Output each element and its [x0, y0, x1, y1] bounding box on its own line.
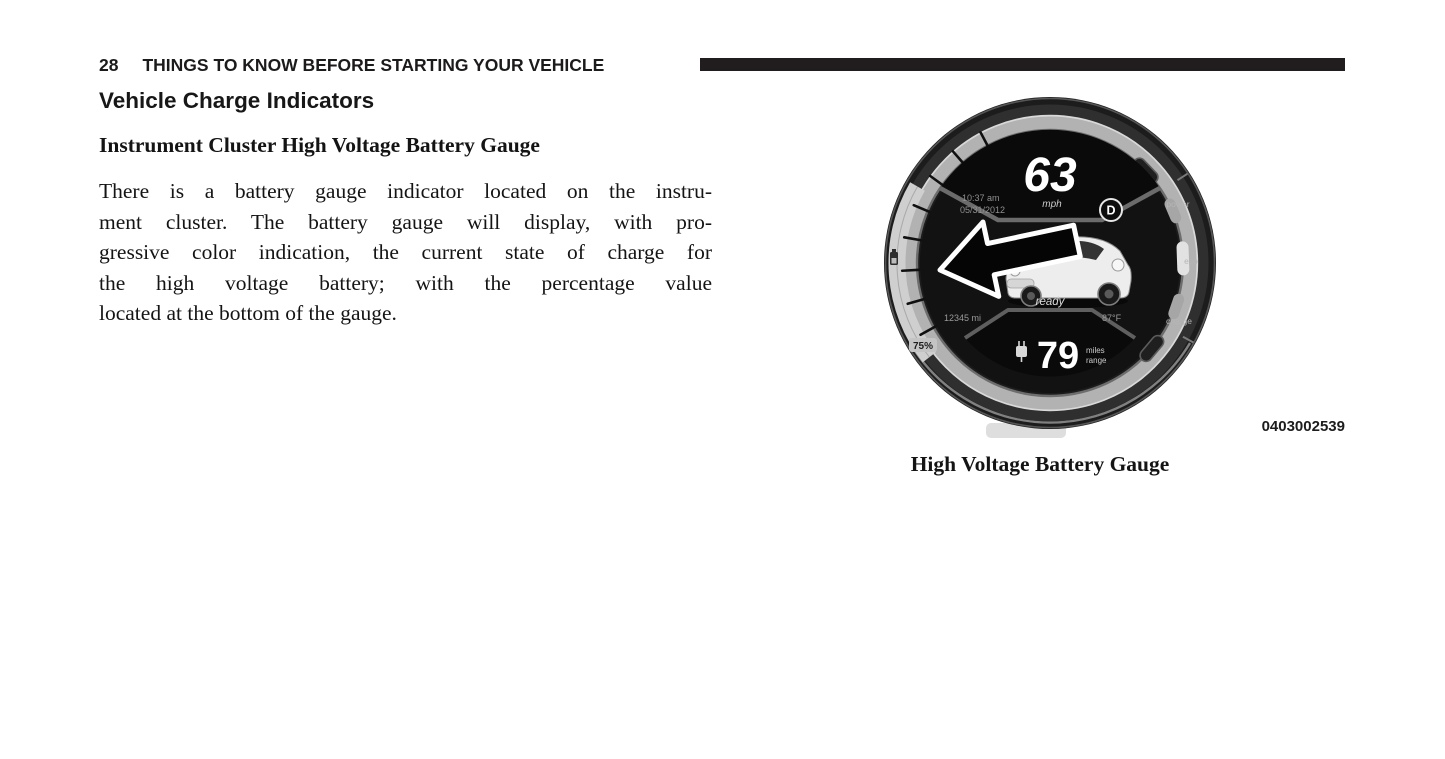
figure-caption: High Voltage Battery Gauge — [910, 452, 1170, 476]
battery-percent-label — [909, 338, 937, 352]
body-line: gressive color indication, the current state of charge for — [99, 240, 712, 265]
eco-label: eco — [1184, 256, 1198, 266]
body-line: There is a battery gauge indicator located on the instru- — [99, 179, 712, 203]
speed-unit: mph — [1042, 199, 1062, 210]
battery-gauge-illustration — [880, 93, 1220, 443]
body-line: ment cluster. The battery gauge will display, with pro- — [99, 209, 712, 234]
range-unit-line1: miles — [1086, 346, 1105, 355]
range-unit-line2: range — [1086, 356, 1107, 365]
odometer-value: 12345 mi — [944, 313, 982, 323]
range-value: 79 — [1036, 335, 1080, 377]
section-heading: Vehicle Charge Indicators — [99, 88, 375, 113]
gear-letter: D — [1106, 203, 1116, 218]
figure-number: 0403002539 — [1261, 418, 1345, 435]
page-header-title: THINGS TO KNOW BEFORE STARTING YOUR VEHICLE — [142, 54, 605, 75]
page-number: 28 — [99, 54, 119, 75]
clock-time: 10:37 am — [962, 193, 1000, 203]
drive-gear-indicator — [1100, 199, 1122, 221]
ready-status: ready — [1035, 296, 1065, 308]
power-label: power — [1166, 199, 1190, 209]
body-line: the high voltage battery; with the percentage value — [99, 270, 712, 295]
temperature-value: 87°F — [1102, 313, 1122, 323]
battery-percent-text: 75% — [912, 341, 934, 352]
clock-date: 05/31/2012 — [960, 205, 1006, 215]
section-subheading: Instrument Cluster High Voltage Battery Gauge — [99, 133, 540, 157]
speed-value: 63 — [1023, 149, 1077, 202]
charge-label: charge — [1166, 316, 1192, 326]
body-line: located at the bottom of the gauge. — [99, 301, 397, 326]
header-rule-bar — [700, 58, 1345, 71]
body-paragraph — [99, 176, 712, 329]
figure-battery-gauge — [880, 93, 1220, 443]
